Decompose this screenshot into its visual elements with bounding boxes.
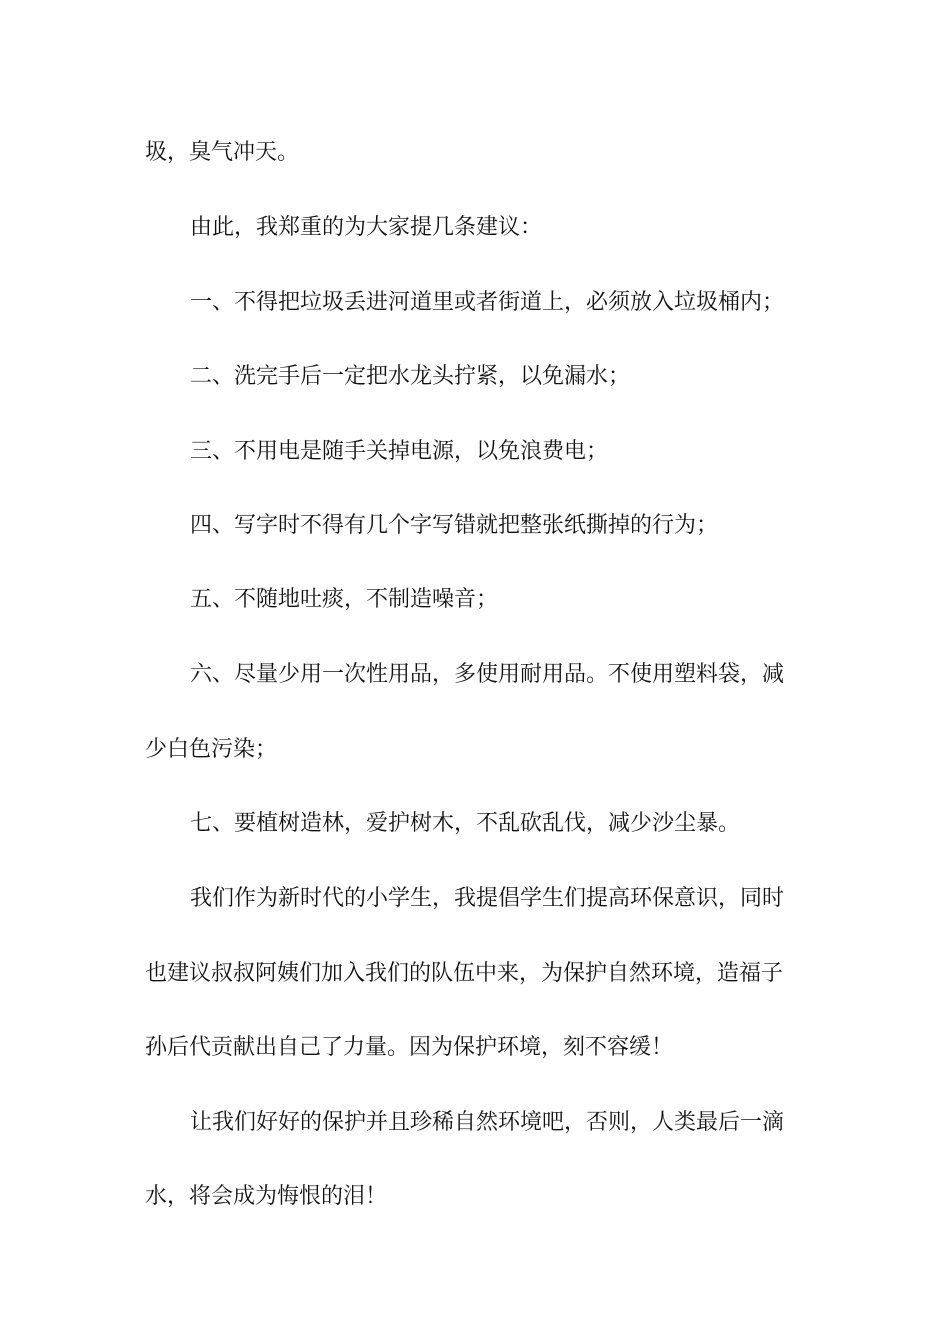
text-line: 由此，我郑重的为大家提几条建议： xyxy=(190,215,543,240)
text-line: 七、要植树造林，爱护树木，不乱砍乱伐，减少沙尘暴。 xyxy=(190,811,741,836)
text-line: 也建议叔叔阿姨们加入我们的队伍中来，为保护自然环境，造福子 xyxy=(145,961,784,986)
text-line: 三、不用电是随手关掉电源，以免浪费电； xyxy=(190,439,609,464)
text-line: 五、不随地吐痰，不制造噪音； xyxy=(190,587,499,612)
text-line: 让我们好好的保护并且珍稀自然环境吧，否则，人类最后一滴 xyxy=(190,1110,785,1135)
text-line: 水，将会成为悔恨的泪！ xyxy=(145,1184,388,1209)
text-line: 一、不得把垃圾丢进河道里或者街道上，必须放入垃圾桶内； xyxy=(190,290,785,315)
text-line: 圾，臭气冲天。 xyxy=(145,140,300,165)
text-line: 少白色污染； xyxy=(145,737,278,762)
text-line: 孙后代贡献出自己了力量。因为保护环境，刻不容缓！ xyxy=(145,1035,674,1060)
text-line: 四、写字时不得有几个字写错就把整张纸撕掉的行为； xyxy=(190,513,719,538)
text-line: 我们作为新时代的小学生，我提倡学生们提高环保意识，同时 xyxy=(190,886,785,911)
text-line: 六、尽量少用一次性用品，多使用耐用品。不使用塑料袋，减 xyxy=(190,662,785,687)
text-line: 二、洗完手后一定把水龙头拧紧，以免漏水； xyxy=(190,364,631,389)
